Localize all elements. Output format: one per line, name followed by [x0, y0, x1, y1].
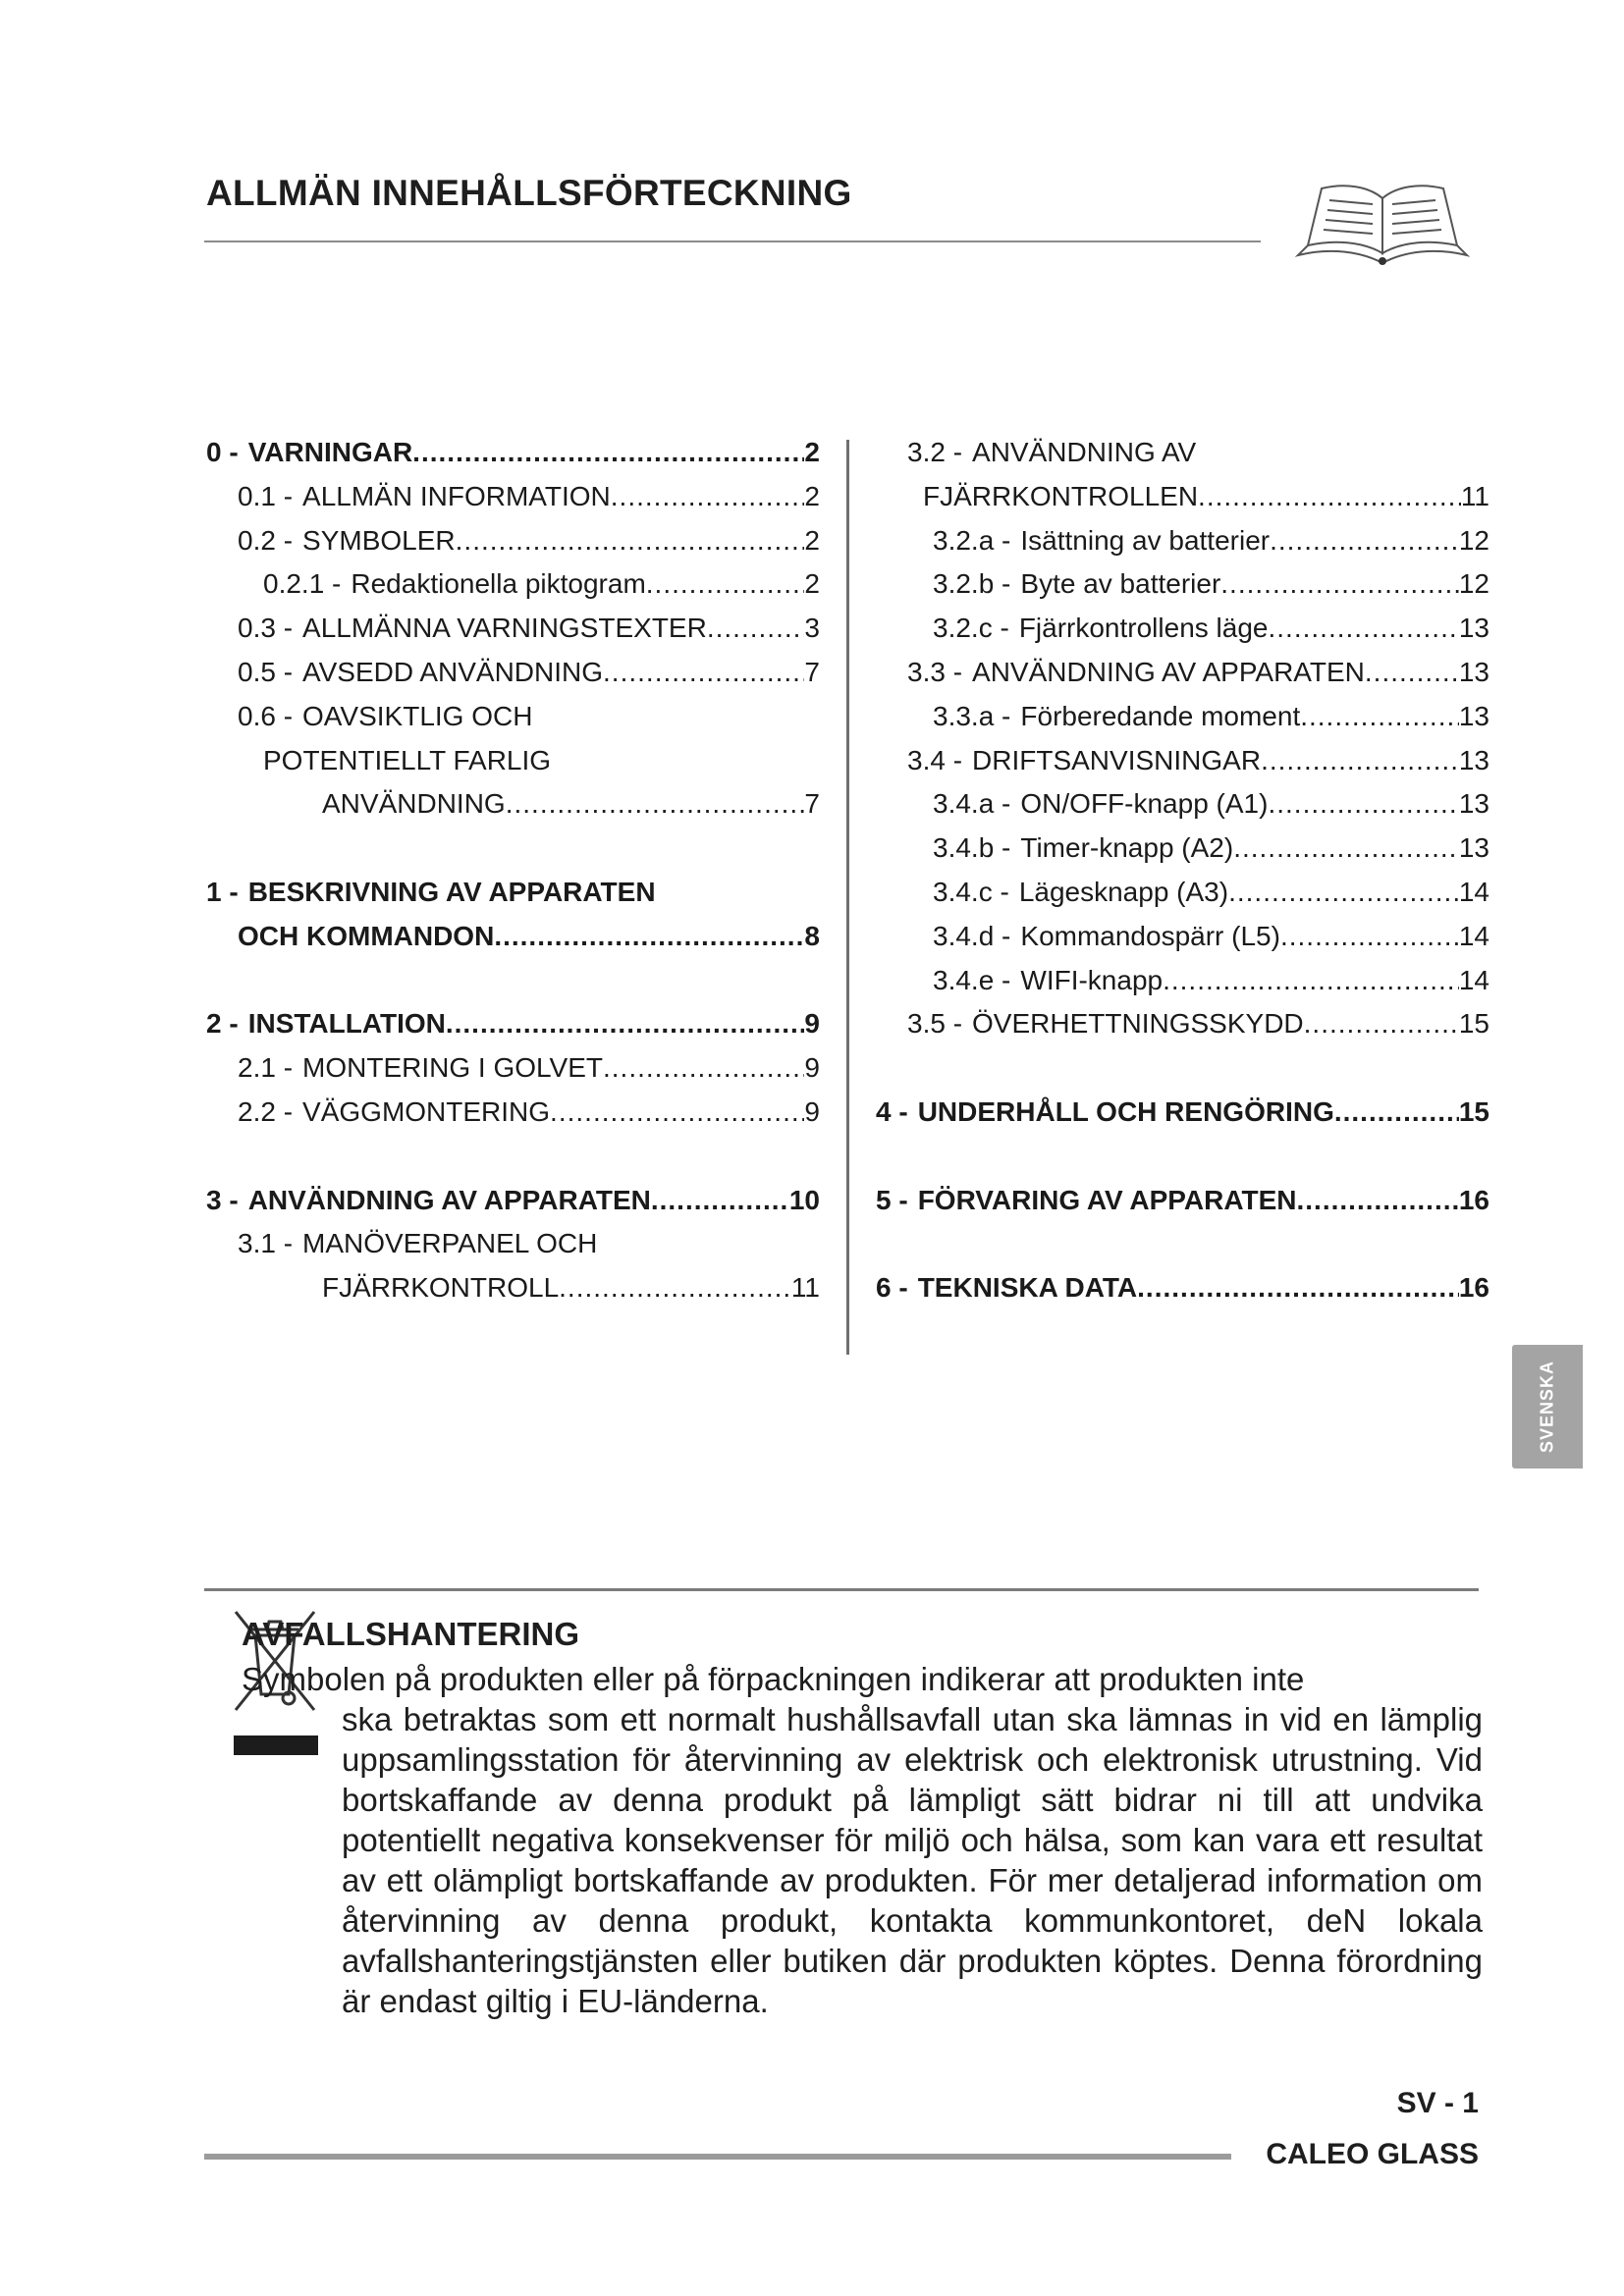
- toc-entry-label: WIFI-knapp: [1020, 964, 1164, 995]
- toc-entry-number: 3.4.b -: [933, 832, 1011, 864]
- toc-spacer: [206, 965, 820, 1009]
- toc-leader-dots: [1220, 568, 1459, 600]
- toc-leader-dots: [1334, 1096, 1459, 1128]
- toc-entry-number: 3.3 -: [907, 656, 963, 687]
- toc-entry-page: 15: [1458, 1008, 1489, 1040]
- toc-entry: [206, 1228, 820, 1272]
- toc-entry-page: 9: [804, 1052, 820, 1084]
- toc-entry: [206, 1272, 820, 1316]
- toc-entry-number: 3.4.a -: [933, 788, 1011, 820]
- toc-entry-label: POTENTIELLT FARLIG: [263, 744, 552, 775]
- toc-entry-label: ÖVERHETTNINGSSKYDD: [972, 1008, 1304, 1040]
- toc-entry: [206, 613, 820, 657]
- toc-entry-number: 1 -: [206, 876, 239, 907]
- toc-entry-page: 2: [804, 437, 820, 467]
- toc-entry-number: 0.3 -: [238, 613, 294, 644]
- toc-entry-number: 0.5 -: [238, 656, 294, 687]
- toc-entry-label: FJÄRRKONTROLL: [322, 1272, 560, 1304]
- toc-leader-dots: [1270, 525, 1459, 557]
- open-book-icon: [1284, 169, 1481, 267]
- toc-leader-dots: [506, 788, 805, 820]
- toc-leader-dots: [1228, 877, 1459, 908]
- toc-entry: [206, 788, 820, 832]
- toc-entry-page: 15: [1458, 1095, 1489, 1127]
- toc-entry: [206, 877, 820, 921]
- toc-entry: [876, 701, 1489, 745]
- title-divider: [204, 240, 1261, 242]
- toc-leader-dots: [603, 1052, 804, 1084]
- toc-entry-page: 14: [1458, 964, 1489, 995]
- language-tab-label: SVENSKA: [1537, 1360, 1557, 1454]
- toc-entry: [206, 657, 820, 701]
- toc-entry-page: 16: [1458, 1272, 1489, 1304]
- toc-entry: [876, 965, 1489, 1009]
- toc-entry-number: 3.2 -: [907, 437, 963, 467]
- toc-entry-number: 3.4 -: [907, 744, 963, 775]
- toc-entry-number: 3.2.b -: [933, 568, 1011, 600]
- toc-entry-label: VARNINGAR: [247, 437, 413, 467]
- toc-entry-page: 13: [1458, 613, 1489, 644]
- toc-entry-number: 2 -: [206, 1008, 239, 1040]
- toc-entry: [876, 1096, 1489, 1141]
- toc-entry: [206, 437, 820, 481]
- toc-entry: [876, 525, 1489, 569]
- toc-entry-label: Byte av batterier: [1020, 568, 1221, 600]
- toc-leader-dots: [1304, 1008, 1459, 1040]
- toc-entry-label: ALLMÄN INFORMATION: [302, 480, 611, 511]
- toc-entry: [876, 745, 1489, 789]
- toc-entry-label: ON/OFF-knapp (A1): [1020, 788, 1269, 820]
- toc-entry-label: AVSEDD ANVÄNDNING: [302, 656, 604, 687]
- toc-entry: [206, 525, 820, 569]
- toc-leader-dots: [1268, 613, 1458, 644]
- toc-entry-label: INSTALLATION: [247, 1008, 446, 1040]
- toc-entry-number: 3.1 -: [238, 1228, 294, 1259]
- toc-entry-page: 2: [804, 568, 820, 600]
- toc-spacer: [876, 1228, 1489, 1272]
- toc-entry-label: MONTERING I GOLVET: [302, 1052, 603, 1084]
- toc-entry-label: Timer-knapp (A2): [1020, 832, 1234, 864]
- toc-entry-page: 2: [804, 480, 820, 511]
- toc-leader-dots: [1233, 832, 1459, 864]
- toc-leader-dots: [1163, 965, 1459, 996]
- toc-entry-number: 5 -: [876, 1184, 908, 1215]
- toc-entry-page: 10: [788, 1184, 820, 1215]
- toc-entry-label: SYMBOLER: [302, 524, 456, 556]
- toc-entry-label: UNDERHÅLL OCH RENGÖRING: [917, 1095, 1334, 1127]
- toc-entry-label: ANVÄNDNING AV APPARATEN: [972, 656, 1365, 687]
- toc-entry-label: DRIFTSANVISNINGAR: [972, 744, 1262, 775]
- page-title: ALLMÄN INNEHÅLLSFÖRTECKNING: [206, 173, 852, 213]
- toc-leader-dots: [446, 1008, 805, 1040]
- toc-leader-dots: [1365, 657, 1459, 688]
- toc-right-column: [876, 437, 1489, 1316]
- toc-entry-page: 12: [1458, 568, 1489, 600]
- toc-entry-number: 0.2.1 -: [263, 568, 342, 600]
- toc-entry-label: ANVÄNDNING: [322, 788, 506, 820]
- toc-entry-number: 0 -: [206, 437, 239, 467]
- toc-leader-dots: [412, 437, 804, 468]
- toc-entry-page: 13: [1458, 788, 1489, 820]
- toc-leader-dots: [1296, 1185, 1458, 1216]
- toc-entry-label: MANÖVERPANEL OCH: [302, 1228, 598, 1259]
- toc-leader-dots: [1300, 701, 1459, 732]
- toc-entry-number: 3.4.e -: [933, 964, 1011, 995]
- toc-entry-number: 2.2 -: [238, 1095, 294, 1127]
- toc-entry-number: 6 -: [876, 1272, 908, 1304]
- toc-leader-dots: [707, 613, 805, 644]
- toc-entry-number: 4 -: [876, 1095, 908, 1127]
- toc-entry-page: 13: [1458, 832, 1489, 864]
- toc-entry-page: 16: [1458, 1184, 1489, 1215]
- waste-section-divider: [204, 1588, 1479, 1591]
- toc-entry-page: 3: [804, 613, 820, 644]
- toc-entry: [206, 1052, 820, 1096]
- toc-entry-page: 12: [1458, 524, 1489, 556]
- toc-entry-label: ALLMÄNNA VARNINGSTEXTER: [302, 613, 707, 644]
- toc-entry: [206, 481, 820, 525]
- toc-entry-number: 3 -: [206, 1184, 239, 1215]
- toc-leader-dots: [559, 1272, 791, 1304]
- toc-leader-dots: [1198, 481, 1461, 512]
- footer-rule: [204, 2154, 1231, 2160]
- toc-spacer: [876, 1141, 1489, 1185]
- toc-entry-number: 2.1 -: [238, 1052, 294, 1084]
- toc-entry-label: OAVSIKTLIG OCH: [302, 700, 533, 731]
- toc-leader-dots: [1280, 921, 1459, 952]
- toc-entry: [876, 921, 1489, 965]
- toc-entry: [876, 877, 1489, 921]
- toc-entry: [206, 1008, 820, 1052]
- toc-entry-number: 0.2 -: [238, 524, 294, 556]
- toc-entry-label: Isättning av batterier: [1020, 524, 1271, 556]
- toc-entry-label: FJÄRRKONTROLLEN: [923, 480, 1199, 511]
- toc-entry-page: 8: [804, 920, 820, 951]
- toc-entry-page: 7: [804, 656, 820, 687]
- toc-entry-page: 13: [1458, 700, 1489, 731]
- toc-entry: [206, 1096, 820, 1141]
- toc-entry-page: 13: [1458, 656, 1489, 687]
- toc-entry-label: OCH KOMMANDON: [238, 920, 495, 951]
- toc-entry-number: 3.4.c -: [933, 876, 1009, 907]
- toc-entry-page: 11: [790, 1272, 820, 1304]
- toc-entry-number: 3.2.a -: [933, 524, 1011, 556]
- toc-entry: [876, 1185, 1489, 1229]
- toc-entry-number: 3.4.d -: [933, 920, 1011, 951]
- toc-spacer: [876, 1052, 1489, 1096]
- toc-entry-number: 3.5 -: [907, 1008, 963, 1040]
- toc-entry-page: 7: [804, 788, 820, 820]
- toc-entry-label: VÄGGMONTERING: [302, 1095, 551, 1127]
- toc-entry-label: Kommandospärr (L5): [1020, 920, 1280, 951]
- toc-entry: [206, 701, 820, 745]
- toc-entry-page: 14: [1458, 876, 1489, 907]
- toc-entry: [876, 657, 1489, 701]
- toc-entry-number: 3.3.a -: [933, 700, 1011, 731]
- toc-entry-label: FÖRVARING AV APPARATEN: [917, 1184, 1297, 1215]
- toc-entry: [206, 921, 820, 965]
- toc-entry-page: 11: [1460, 480, 1489, 511]
- toc-spacer: [206, 1141, 820, 1185]
- model-name: CALEO GLASS: [1266, 2138, 1479, 2170]
- toc-entry-label: BESKRIVNING AV APPARATEN: [247, 876, 656, 907]
- toc-entry: [206, 745, 820, 789]
- toc-entry-label: ANVÄNDNING AV APPARATEN: [247, 1184, 651, 1215]
- toc-leader-dots: [651, 1185, 789, 1216]
- toc-entry: [206, 1185, 820, 1229]
- toc-leader-dots: [611, 481, 805, 512]
- toc-entry-label: Fjärrkontrollens läge: [1018, 613, 1269, 644]
- toc-entry: [876, 481, 1489, 525]
- waste-body-text: ska betraktas som ett normalt hushållsavfall utan ska lämnas in vid en lämplig uppsamlingsstation för återvinning av elektrisk och elektronisk utrustning. Vid bortskaffande av denna produkt på lämpligt sätt bidrar ni till att undvika potentiellt negativa konsekvenser för miljö och hälsa, som kan vara ett resultat av ett olämpligt bortskaffande av produkten. För mer detaljerad information om återvinning av denna produkt, kontakta kommunkontoret, deN lokala avfallshanteringstjänsten eller butiken där produkten köptes. Denna förordning är endast giltig i EU-länderna.: [342, 1701, 1483, 2019]
- toc-entry-label: TEKNISKA DATA: [917, 1272, 1138, 1304]
- toc-entry-label: Förberedande moment: [1020, 700, 1301, 731]
- toc-leader-dots: [646, 568, 805, 600]
- bin-underline-bar: [234, 1735, 318, 1755]
- toc-leader-dots: [603, 657, 804, 688]
- toc-entry-page: 2: [804, 524, 820, 556]
- toc-entry-page: 9: [804, 1095, 820, 1127]
- page-number: SV - 1: [1396, 2087, 1479, 2119]
- toc-entry-number: 3.2.c -: [933, 613, 1009, 644]
- toc-entry-label: Redaktionella piktogram: [351, 568, 646, 600]
- language-tab: [1512, 1345, 1583, 1468]
- toc-entry: [876, 613, 1489, 657]
- toc-leader-dots: [1268, 788, 1458, 820]
- toc-entry: [876, 788, 1489, 832]
- toc-leader-dots: [550, 1096, 804, 1128]
- toc-leader-dots: [1261, 745, 1459, 776]
- toc-entry-label: Lägesknapp (A3): [1018, 876, 1229, 907]
- toc-entry-label: ANVÄNDNING AV: [972, 437, 1197, 467]
- toc-entry: [876, 832, 1489, 877]
- toc-entry-page: 14: [1458, 920, 1489, 951]
- toc-entry: [876, 437, 1489, 481]
- toc-leader-dots: [494, 921, 804, 952]
- toc-entry-page: 9: [804, 1008, 820, 1040]
- toc-entry: [876, 568, 1489, 613]
- toc-spacer: [206, 832, 820, 877]
- toc-leader-dots: [456, 525, 805, 557]
- waste-first-line: Symbolen på produkten eller på förpackningen indikerar att produkten inte: [242, 1661, 1305, 1697]
- column-divider: [846, 440, 849, 1355]
- toc-entry-number: 0.6 -: [238, 700, 294, 731]
- toc-entry-number: 0.1 -: [238, 480, 294, 511]
- toc-entry: [876, 1272, 1489, 1316]
- toc-entry-page: 13: [1458, 744, 1489, 775]
- waste-heading: AVFALLSHANTERING: [242, 1616, 580, 1652]
- toc-left-column: [206, 437, 820, 1316]
- toc-entry: [206, 568, 820, 613]
- toc-leader-dots: [1137, 1272, 1459, 1304]
- toc-entry: [876, 1008, 1489, 1052]
